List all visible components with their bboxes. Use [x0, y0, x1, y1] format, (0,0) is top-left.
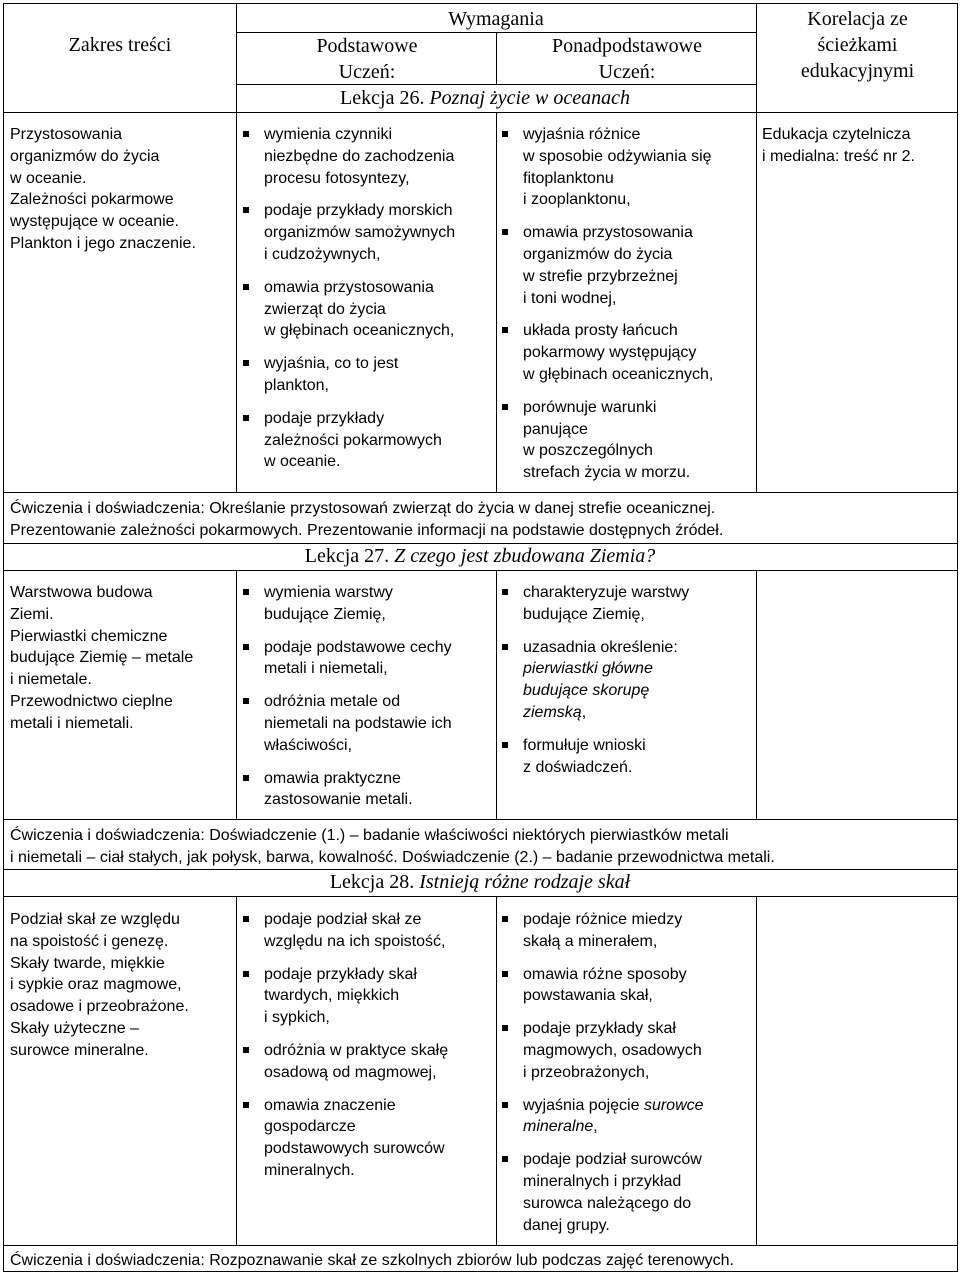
list-item: podaje przykłady morskich organizmów samożywnych i cudzożywnych, — [239, 200, 455, 265]
col-rule-l27-1 — [236, 570, 237, 819]
lesson-28-podstawowe — [239, 909, 448, 1193]
bullet-icon — [502, 1156, 508, 1162]
lesson-26-name: Poznaj życie w oceanach — [429, 87, 630, 109]
lesson-28-number: Lekcja 28. — [329, 871, 415, 893]
lesson-27-number: Lekcja 27. — [304, 545, 390, 567]
list-item: omawia przystosowania organizmów do życia w strefie przybrzeżnej i toni wodnej, — [498, 222, 713, 309]
list-item: omawia znaczenie gospodarcze podstawowych surowców mineralnych. — [239, 1095, 448, 1182]
rule-l26-bottom — [3, 492, 958, 493]
lesson-26-title — [237, 86, 733, 110]
list-item: formułuje wnioski z doświadczeń. — [498, 735, 689, 779]
bullet-icon — [243, 698, 249, 704]
list-item: podaje przykłady zależności pokarmowych w oceanie. — [239, 408, 455, 473]
header-wymagania: Wymagania — [448, 8, 544, 30]
lesson-27-cwiczenia: Ćwiczenia i doświadczenia: Doświadczenie (1.) – badanie właściwości niektórych pierwiastków metali i niemetali – ciał stałych, jak połysk, barwa, kowalność. Doświadczenie (2.) – badanie przewodnictwa metali. — [10, 827, 775, 866]
list-item: układa prosty łańcuch pokarmowy występujący w głębinach oceanicznych, — [498, 320, 713, 385]
list-item: omawia przystosowania zwierząt do życia w głębinach oceanicznych, — [239, 277, 455, 342]
bullet-icon — [243, 916, 249, 922]
col-rule-l26-2 — [496, 112, 497, 492]
list-item: odróżnia metale od niemetali na podstawie ich właściwości, — [239, 691, 452, 756]
list-item: wyjaśnia pojęcie surowce mineralne, — [498, 1095, 704, 1139]
list-item: podaje przykłady skał twardych, miękkich i sypkich, — [239, 964, 448, 1029]
list-item: wyjaśnia, co to jest plankton, — [239, 353, 455, 397]
lesson-26-korelacja: Edukacja czytelnicza i medialna: treść nr 2. — [762, 126, 915, 165]
lesson-28-title — [4, 870, 956, 894]
col-rule-l27-3 — [756, 570, 757, 819]
header-podstawowe: Podstawowe — [316, 35, 418, 57]
bullet-icon — [243, 644, 249, 650]
bullet-icon — [243, 971, 249, 977]
col-rule-hdr-1 — [236, 3, 237, 112]
bullet-icon — [502, 404, 508, 410]
italic-term: ziemską — [523, 703, 582, 721]
list-item: wyjaśnia różnice w sposobie odżywiania się fitoplanktonu i zooplanktonu, — [498, 124, 713, 211]
col-rule-hdr-2 — [496, 32, 497, 84]
bullet-icon — [502, 1102, 508, 1108]
lesson-26-number: Lekcja 26. — [340, 87, 425, 109]
list-item: podaje podział skał ze względu na ich spoistość, — [239, 909, 448, 953]
bullet-icon — [243, 284, 249, 290]
rule-l27-title-bottom — [3, 570, 958, 571]
bullet-icon — [243, 1047, 249, 1053]
bullet-icon — [243, 131, 249, 137]
bullet-icon — [502, 971, 508, 977]
lesson-28-cwiczenia: Ćwiczenia i doświadczenia: Rozpoznawanie skał ze szkolnych zbiorów lub podczas zajęć terenowych. — [10, 1252, 734, 1269]
list-item: omawia różne sposoby powstawania skał, — [498, 964, 704, 1008]
bullet-icon — [243, 360, 249, 366]
col-rule-hdr-3 — [756, 3, 757, 112]
rule-l28-bottom — [3, 1245, 958, 1246]
header-podstawowe-uczen: Uczeń: — [338, 61, 396, 83]
list-item: wymienia warstwy budujące Ziemię, — [239, 582, 452, 626]
bullet-icon — [502, 589, 508, 595]
header-ponadpodstawowe: Ponadpodstawowe — [552, 35, 702, 57]
bullet-icon — [502, 131, 508, 137]
lesson-27-name: Z czego jest zbudowana Ziemia? — [394, 545, 656, 567]
list-item: odróżnia w praktyce skałę osadową od magmowej, — [239, 1040, 448, 1084]
bullet-icon — [243, 415, 249, 421]
table-border-bottom — [3, 1271, 958, 1272]
bullet-icon — [243, 775, 249, 781]
lesson-28-zakres: Podział skał ze względu na spoistość i genezę. Skały twarde, miękkie i sypkie oraz magmowe, osadowe i przeobrażone. Skały użyteczne – surowce mineralne. — [10, 911, 189, 1059]
col-rule-l26-1 — [236, 112, 237, 492]
header-korelacja-3: edukacyjnymi — [800, 60, 915, 82]
bullet-icon — [502, 229, 508, 235]
bullet-icon — [243, 589, 249, 595]
rule-header-end — [3, 112, 958, 113]
header-ponadpodstawowe-uczen: Uczeń: — [598, 61, 656, 83]
bullet-icon — [502, 644, 508, 650]
rule-l27-ex-bottom — [3, 869, 958, 870]
bullet-icon — [502, 1025, 508, 1031]
rule-l27-bottom — [3, 819, 958, 820]
list-item: podaje podział surowców mineralnych i przykład surowca należącego do danej grupy. — [498, 1149, 704, 1236]
bullet-icon — [502, 327, 508, 333]
lesson-26-zakres: Przystosowania organizmów do życia w oceanie. Zależności pokarmowe występujące w oceanie. Plankton i jego znaczenie. — [10, 126, 196, 252]
list-item: podaje różnice miedzy skałą a minerałem, — [498, 909, 704, 953]
lesson-28-name: Istnieją różne rodzaje skał — [419, 871, 631, 893]
lesson-26-podstawowe — [239, 124, 455, 484]
bullet-icon — [243, 1102, 249, 1108]
lesson-27-podstawowe — [239, 582, 452, 822]
list-item: podaje podstawowe cechy metali i niemetali, — [239, 637, 452, 681]
col-rule-l28-3 — [756, 896, 757, 1245]
lesson-26-cwiczenia: Ćwiczenia i doświadczenia: Określanie przystosowań zwierząt do życia w danej strefie oceanicznej. Prezentowanie zależności pokarmowych. Prezentowanie informacji na podstawie dostępnych źródeł. — [10, 500, 724, 539]
rule-header-bottom — [236, 84, 757, 85]
list-item: porównuje warunki panujące w poszczególnych strefach życia w morzu. — [498, 397, 713, 484]
lesson-28-ponadpodstawowe — [498, 909, 704, 1247]
list-item: wymienia czynniki niezbędne do zachodzenia procesu fotosyntezy, — [239, 124, 455, 189]
rule-l26-ex-bottom — [3, 543, 958, 544]
bullet-icon — [502, 742, 508, 748]
header-korelacja-1: Korelacja ze — [807, 8, 908, 30]
col-rule-l26-3 — [756, 112, 757, 492]
italic-term: mineralne — [523, 1118, 594, 1136]
list-item: uzasadnia określenie: pierwiastki główne budujące skorupę ziemską, — [498, 637, 689, 724]
lesson-26-ponadpodstawowe — [498, 124, 713, 495]
table-border-right — [957, 3, 958, 1272]
table-border-left — [3, 3, 4, 1272]
table-border-top — [3, 3, 958, 4]
list-item: podaje przykłady skał magmowych, osadowych i przeobrażonych, — [498, 1018, 704, 1083]
lesson-27-ponadpodstawowe — [498, 582, 689, 789]
rule-l28-title-bottom — [3, 896, 958, 897]
bullet-icon — [502, 916, 508, 922]
lesson-27-zakres: Warstwowa budowa Ziemi. Pierwiastki chemiczne budujące Ziemię – metale i niemetale. Przewodnictwo cieplne metali i niemetali. — [10, 584, 194, 732]
col-rule-l28-2 — [496, 896, 497, 1245]
bullet-icon — [243, 207, 249, 213]
lesson-27-title — [4, 544, 956, 568]
header-zakres: Zakres treści — [68, 34, 172, 56]
list-item: charakteryzuje warstwy budujące Ziemię, — [498, 582, 689, 626]
col-rule-l28-1 — [236, 896, 237, 1245]
header-korelacja-2: ścieżkami — [817, 34, 898, 56]
col-rule-l27-2 — [496, 570, 497, 819]
list-item: omawia praktyczne zastosowanie metali. — [239, 768, 452, 812]
italic-term: surowce — [643, 1096, 704, 1114]
